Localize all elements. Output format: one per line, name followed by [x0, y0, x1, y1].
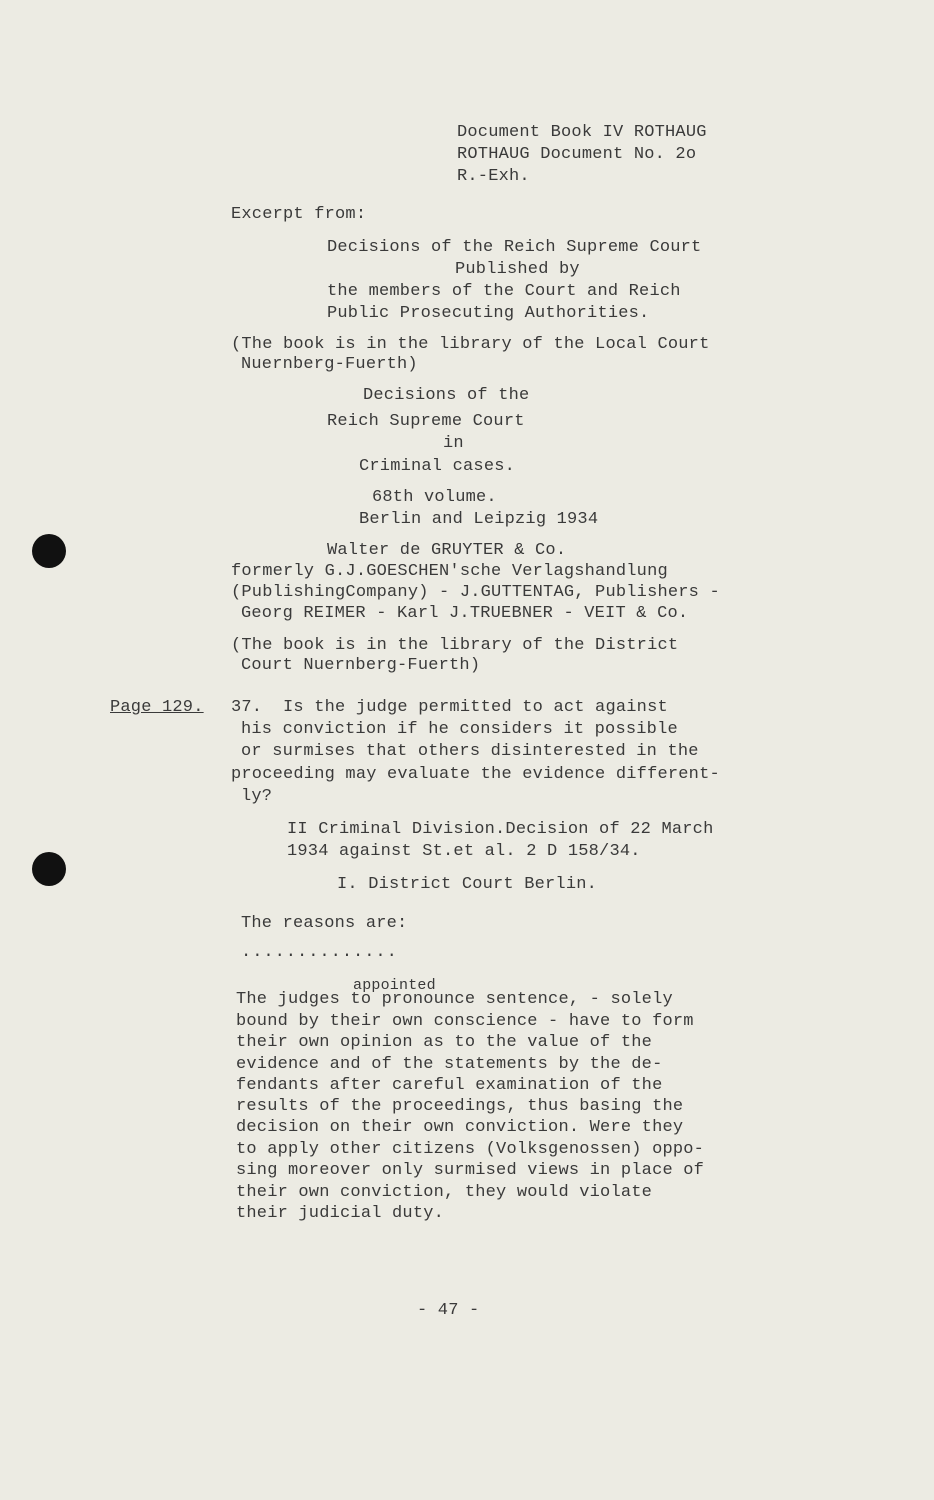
header-line-3: R.-Exh.: [457, 167, 530, 186]
source-line-1: Decisions of the Reich Supreme Court: [327, 238, 702, 257]
body-line-4: evidence and of the statements by the de-: [236, 1055, 663, 1074]
question-line-5: ly?: [241, 787, 273, 806]
body-insert: appointed: [353, 977, 436, 994]
body-line-5: fendants after careful examination of the: [236, 1076, 663, 1095]
header-line-1: Document Book IV ROTHAUG: [457, 123, 707, 142]
library-note-2-line-2: Court Nuernberg-Fuerth): [241, 656, 481, 675]
decision-line-2: 1934 against St.et al. 2 D 158/34.: [287, 842, 641, 861]
title-line-2: Reich Supreme Court: [327, 412, 525, 431]
body-line-11: their judicial duty.: [236, 1204, 445, 1223]
body-line-3: their own opinion as to the value of the: [236, 1033, 653, 1052]
body-line-6: results of the proceedings, thus basing the: [236, 1097, 684, 1116]
body-line-8: to apply other citizens (Volksgenossen) oppo-: [236, 1140, 705, 1159]
title-line-4: Criminal cases.: [359, 457, 516, 476]
body-line-7: decision on their own conviction. Were they: [236, 1118, 684, 1137]
decision-line-1: II Criminal Division.Decision of 22 March: [287, 820, 714, 839]
title-line-5: 68th volume.: [372, 488, 497, 507]
question-line-1: 37. Is the judge permitted to act against: [231, 698, 668, 717]
title-line-1: Decisions of the: [363, 386, 530, 405]
decision-line-3: I. District Court Berlin.: [337, 875, 598, 894]
publisher-line-2: formerly G.J.GOESCHEN'sche Verlagshandlung: [231, 562, 668, 581]
source-line-4: Public Prosecuting Authorities.: [327, 304, 650, 323]
page-reference: Page 129.: [110, 698, 204, 717]
publisher-line-1: Walter de GRUYTER & Co.: [327, 541, 567, 560]
library-note-2-line-1: (The book is in the library of the District: [231, 636, 679, 655]
body-line-2: bound by their own conscience - have to form: [236, 1012, 694, 1031]
body-line-9: sing moreover only surmised views in place of: [236, 1161, 705, 1180]
question-line-3: or surmises that others disinterested in the: [241, 742, 699, 761]
library-note-1-line-1: (The book is in the library of the Local Court: [231, 335, 710, 354]
page-number: - 47 -: [417, 1301, 480, 1320]
ellipsis-dots: ..............: [241, 943, 398, 962]
reasons-label: The reasons are:: [241, 914, 408, 933]
question-line-2: his conviction if he considers it possible: [241, 720, 678, 739]
library-note-1-line-2: Nuernberg-Fuerth): [241, 355, 418, 374]
punch-hole-top: [32, 534, 66, 568]
body-line-10: their own conviction, they would violate: [236, 1183, 653, 1202]
punch-hole-bottom: [32, 852, 66, 886]
title-line-6: Berlin and Leipzig 1934: [359, 510, 599, 529]
title-line-3: in: [443, 434, 464, 453]
publisher-line-4: Georg REIMER - Karl J.TRUEBNER - VEIT & Co.: [241, 604, 689, 623]
header-line-2: ROTHAUG Document No. 2o: [457, 145, 697, 164]
source-line-3: the members of the Court and Reich: [327, 282, 681, 301]
excerpt-label: Excerpt from:: [231, 205, 367, 224]
question-line-4: proceeding may evaluate the evidence different-: [231, 765, 720, 784]
source-line-2: Published by: [455, 260, 580, 279]
body-line-1: The judges to pronounce sentence, - solely: [236, 990, 673, 1009]
publisher-line-3: (PublishingCompany) - J.GUTTENTAG, Publishers -: [231, 583, 720, 602]
